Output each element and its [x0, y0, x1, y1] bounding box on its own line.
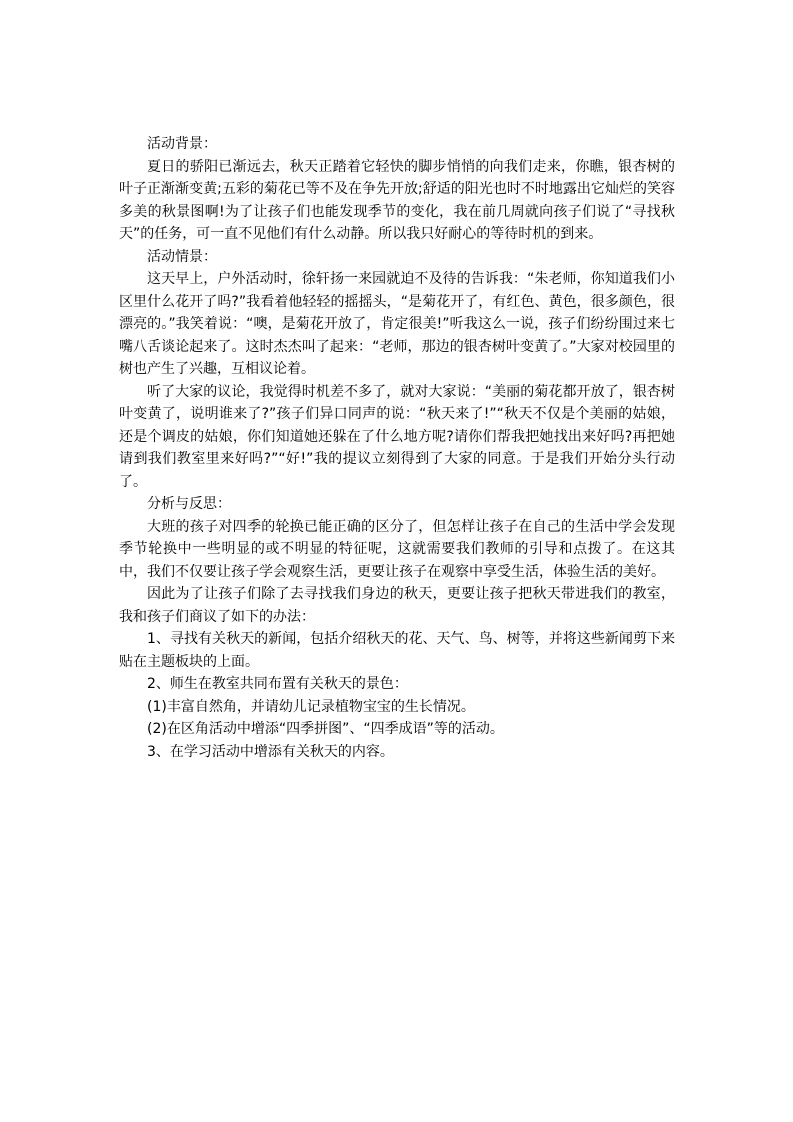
list-item-2-sub-1: (1)丰富自然角，并请幼儿记录植物宝宝的生长情况。: [147, 698, 475, 715]
list-item-1: 1、寻找有关秋天的新闻，包括介绍秋天的花、天气、鸟、树等，并将这些新闻剪下来贴在主题板块的上面。: [119, 631, 675, 670]
paragraph-reflection-2: 因此为了让孩子们除了去寻找我们身边的秋天，更要让孩子把秋天带进我们的教室，我和孩子们商议了如下的办法：: [119, 586, 675, 625]
paragraph-background: 夏日的骄阳已渐远去，秋天正踏着它轻快的脚步悄悄的向我们走来，你瞧，银杏树的叶子正渐渐变黄;五彩的菊花已等不及在争先开放;舒适的阳光也时不时地露出它灿烂的笑容多美的秋景图啊!为了让孩子们也能发现季节的变化，我在前几周就向孩子们说了“寻找秋天”的任务，可一直不见他们有什么动静。所以我只好耐心的等待时机的到来。: [119, 158, 675, 242]
paragraph-scenario-1: 这天早上，户外活动时，徐轩扬一来园就迫不及待的告诉我：“朱老师，你知道我们小区里什么花开了吗?”我看着他轻轻的摇摇头，“是菊花开了，有红色、黄色，很多颜色，很漂亮的。”我笑着说：“噢，是菊花开放了，肯定很美!”听我这么一说，孩子们纷纷围过来七嘴八舌谈论起来了。这时杰杰叫了起来：“老师，那边的银杏树叶变黄了。”大家对校园里的树也产生了兴趣，互相议论着。: [119, 271, 675, 377]
paragraph-reflection-1: 大班的孩子对四季的轮换已能正确的区分了，但怎样让孩子在自己的生活中学会发现季节轮换中一些明显的或不明显的特征呢，这就需要我们教师的引导和点拨了。在这其中，我们不仅要让孩子学会观察生活，更要让孩子在观察中享受生活，体验生活的美好。: [119, 518, 675, 580]
list-item-3: 3、在学习活动中增添有关秋天的内容。: [147, 743, 394, 760]
heading-scenario: 活动情景：: [147, 248, 217, 265]
heading-background: 活动背景：: [147, 136, 217, 152]
list-item-2: 2、师生在教室共同布置有关秋天的景色：: [147, 676, 408, 692]
paragraph-scenario-2: 听了大家的议论，我觉得时机差不多了，就对大家说：“美丽的菊花都开放了，银杏树叶变黄了，说明谁来了?”孩子们异口同声的说：“秋天来了!”“秋天不仅是个美丽的姑娘，还是个调皮的姑娘，你们知道她还躲在了什么地方呢?请你们帮我把她找出来好吗?再把她请到我们教室里来好吗?”“好!”我的提议立刻得到了大家的同意。于是我们开始分头行动了。: [119, 383, 675, 490]
list-item-2-sub-2: (2)在区角活动中增添“四季拼图”、“四季成语”等的活动。: [147, 721, 504, 737]
document-body: [119, 133, 675, 763]
heading-reflection: 分析与反思：: [147, 496, 231, 512]
